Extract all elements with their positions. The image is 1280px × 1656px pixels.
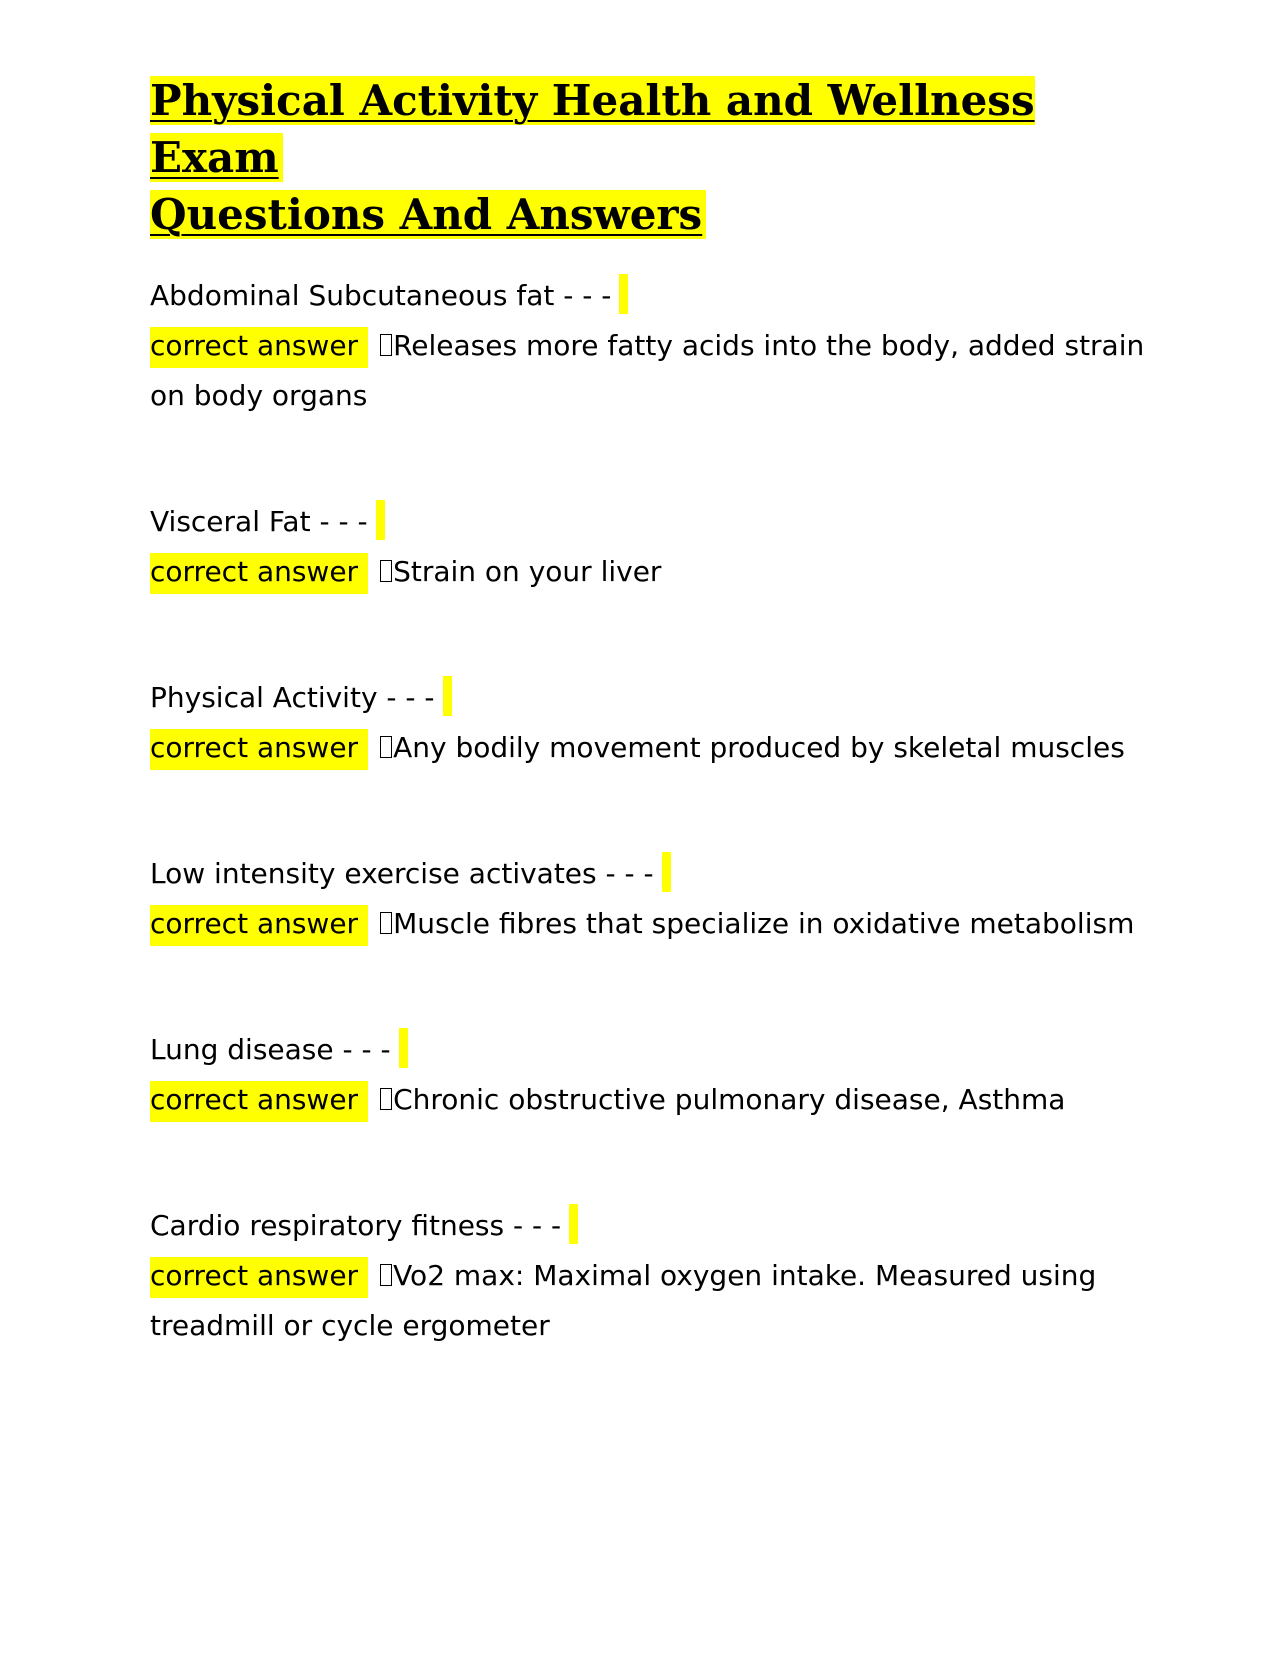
question-text: Visceral Fat: [150, 505, 311, 538]
highlight-mark: [443, 676, 452, 716]
question-dashes: - - -: [504, 1209, 562, 1242]
answer-line: [150, 899, 1150, 949]
answer-line: [150, 1075, 1150, 1125]
answer-line: [150, 723, 1150, 773]
question-dashes: - - -: [554, 279, 612, 312]
question-dashes: - - -: [596, 857, 654, 890]
qa-item: [150, 271, 1150, 421]
question-text: Abdominal Subcutaneous fat: [150, 279, 555, 312]
highlight-mark: [376, 500, 385, 540]
answer-text: Chronic obstructive pulmonary disease, Asthma: [393, 1083, 1066, 1116]
correct-answer-label: correct answer: [150, 1081, 368, 1122]
document-title: [150, 72, 1150, 243]
qa-item: [150, 673, 1150, 773]
missing-glyph-icon: [380, 334, 392, 356]
question-dashes: - - -: [377, 681, 435, 714]
answer-line: [150, 1251, 1150, 1351]
missing-glyph-icon: [380, 1088, 392, 1110]
answer-text: Strain on your liver: [393, 555, 662, 588]
answer-text: Vo2 max: Maximal oxygen intake. Measured using treadmill or cycle ergometer: [150, 1259, 1097, 1342]
missing-glyph-icon: [380, 912, 392, 934]
correct-answer-label: correct answer: [150, 1257, 368, 1298]
answer-line: [150, 321, 1150, 421]
answer-line: [150, 547, 1150, 597]
question-text: Lung disease: [150, 1033, 334, 1066]
highlight-mark: [399, 1028, 408, 1068]
question-line: [150, 673, 1150, 723]
correct-answer-label: correct answer: [150, 327, 368, 368]
question-text: Low intensity exercise activates: [150, 857, 597, 890]
title-line-1: Physical Activity Health and Wellness Exam: [150, 76, 1035, 182]
document-page: [150, 72, 1150, 1351]
question-dashes: - - -: [333, 1033, 391, 1066]
title-line-2: Questions And Answers: [150, 190, 706, 239]
question-line: [150, 1201, 1150, 1251]
highlight-mark: [662, 852, 671, 892]
question-line: [150, 849, 1150, 899]
qa-item: [150, 1025, 1150, 1125]
question-line: [150, 271, 1150, 321]
answer-text: Muscle fibres that specialize in oxidative metabolism: [393, 907, 1135, 940]
correct-answer-label: correct answer: [150, 729, 368, 770]
highlight-mark: [569, 1204, 578, 1244]
question-text: Physical Activity: [150, 681, 378, 714]
answer-text: Any bodily movement produced by skeletal muscles: [393, 731, 1125, 764]
question-text: Cardio respiratory fitness: [150, 1209, 505, 1242]
correct-answer-label: correct answer: [150, 553, 368, 594]
question-line: [150, 1025, 1150, 1075]
answer-text: Releases more fatty acids into the body, added strain on body organs: [150, 329, 1145, 412]
qa-item: [150, 1201, 1150, 1351]
question-line: [150, 497, 1150, 547]
qa-item: [150, 849, 1150, 949]
missing-glyph-icon: [380, 1264, 392, 1286]
highlight-mark: [619, 274, 628, 314]
missing-glyph-icon: [380, 736, 392, 758]
missing-glyph-icon: [380, 560, 392, 582]
qa-item: [150, 497, 1150, 597]
question-dashes: - - -: [310, 505, 368, 538]
correct-answer-label: correct answer: [150, 905, 368, 946]
